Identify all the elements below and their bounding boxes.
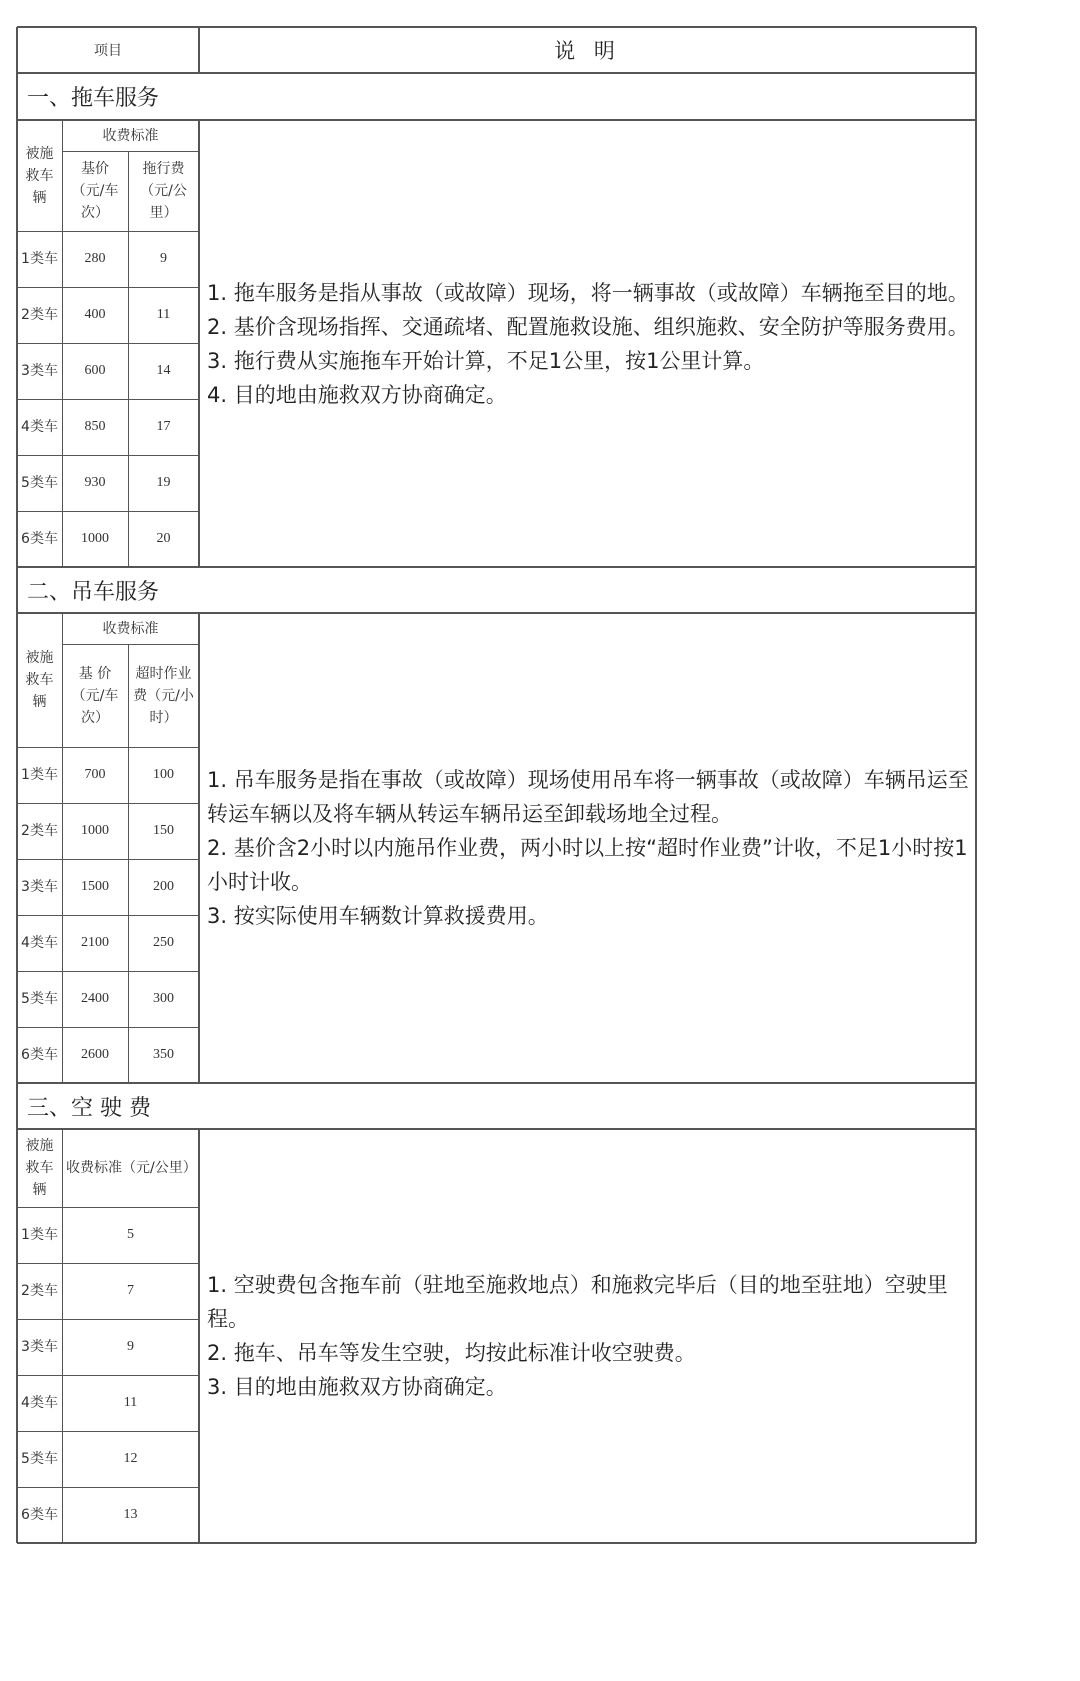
base-price-cell: 850 [84, 419, 106, 434]
vehicle-class-cell: 5类车 [21, 1451, 58, 1467]
base-price-header: 基 价（元/车次） [71, 665, 119, 726]
extra-fee-cell: 17 [156, 419, 171, 434]
note-line: 2. 拖车、吊车等发生空驶，均按此标准计收空驶费。 [207, 1341, 696, 1365]
header-description-label: 说 明 [554, 39, 621, 63]
note-line: 1. 吊车服务是指在事故（或故障）现场使用吊车将一辆事故（或故障）车辆吊运至转运车辆以及将车辆从转运车辆吊运至卸载场地全过程。 [207, 768, 969, 826]
extra-fee-cell: 14 [156, 363, 171, 378]
section-notes [199, 120, 976, 567]
base-price-header: 基价（元/车次） [71, 161, 119, 221]
vehicle-class-header: 被施救车辆 [25, 145, 54, 206]
fee-standard-header: 收费标准 [102, 620, 159, 637]
empty-run-fee-cell: 5 [127, 1227, 134, 1242]
vehicle-class-cell: 1类车 [21, 1227, 58, 1243]
vehicle-class-header: 被施救车辆 [25, 650, 54, 710]
vehicle-class-cell: 2类车 [21, 1283, 58, 1299]
extra-fee-cell: 100 [153, 767, 174, 782]
vehicle-class-cell: 2类车 [21, 823, 58, 839]
note-line: 2. 基价含2小时以内施吊作业费，两小时以上按“超时作业费”计收，不足1小时按1小时计收。 [207, 836, 968, 894]
vehicle-class-header: 被施救车辆 [25, 1138, 54, 1198]
extra-fee-cell: 300 [153, 991, 174, 1006]
empty-run-fee-cell: 7 [127, 1283, 134, 1298]
section-title: 二、吊车服务 [27, 579, 160, 605]
vehicle-class-cell: 4类车 [21, 1395, 58, 1411]
table-rule [62, 151, 199, 152]
fee-standard-header: 收费标准 [102, 127, 159, 144]
table-rule [17, 1542, 976, 1544]
vehicle-class-cell: 4类车 [21, 419, 58, 435]
vehicle-class-cell: 2类车 [21, 307, 58, 323]
base-price-cell: 400 [84, 307, 106, 322]
base-price-cell: 700 [84, 767, 106, 782]
vehicle-class-cell: 3类车 [21, 879, 58, 895]
vehicle-class-cell: 4类车 [21, 935, 58, 951]
fee-standard-header: 收费标准（元/公里） [66, 1160, 197, 1176]
base-price-cell: 2100 [81, 935, 109, 950]
note-line: 1. 空驶费包含拖车前（驻地至施救地点）和施救完毕后（目的地至驻地）空驶里程。 [207, 1273, 948, 1331]
table-rule [62, 1129, 63, 1543]
extra-fee-cell: 150 [153, 823, 174, 838]
table-rule [62, 120, 63, 567]
table-rule [198, 27, 200, 73]
extra-fee-header: 拖行费（元/公里） [140, 161, 187, 221]
vehicle-class-cell: 1类车 [21, 251, 58, 267]
table-rule [62, 644, 199, 645]
base-price-cell: 280 [84, 251, 106, 266]
vehicle-class-cell: 6类车 [21, 531, 58, 547]
extra-fee-cell: 200 [153, 879, 174, 894]
vehicle-class-cell: 5类车 [21, 991, 58, 1007]
section-notes [199, 613, 976, 1083]
extra-fee-cell: 20 [156, 531, 171, 546]
section-title: 三、空 驶 费 [27, 1095, 151, 1121]
section-title: 一、拖车服务 [27, 86, 160, 111]
table-rule [17, 26, 976, 28]
note-line: 3. 按实际使用车辆数计算救援费用。 [207, 904, 549, 928]
empty-run-fee-cell: 13 [123, 1507, 138, 1522]
vehicle-class-cell: 6类车 [21, 1507, 58, 1523]
extra-fee-cell: 11 [156, 307, 171, 322]
base-price-cell: 2600 [81, 1047, 109, 1062]
vehicle-class-cell: 6类车 [21, 1047, 58, 1063]
empty-run-fee-cell: 11 [123, 1395, 138, 1410]
table-rule [62, 613, 63, 1083]
base-price-cell: 1500 [81, 879, 109, 894]
header-item-label: 项目 [94, 43, 122, 59]
empty-run-fee-cell: 9 [127, 1339, 134, 1354]
base-price-cell: 930 [84, 475, 106, 490]
note-line: 1. 拖车服务是指从事故（或故障）现场，将一辆事故（或故障）车辆拖至目的地。 [207, 280, 969, 305]
note-line: 3. 目的地由施救双方协商确定。 [207, 1375, 507, 1399]
extra-fee-cell: 9 [160, 251, 167, 266]
note-line: 3. 拖行费从实施拖车开始计算，不足1公里，按1公里计算。 [207, 348, 765, 373]
note-line: 4. 目的地由施救双方协商确定。 [207, 382, 507, 407]
extra-fee-header: 超时作业费（元/小时） [133, 665, 194, 726]
base-price-cell: 2400 [81, 991, 109, 1006]
base-price-cell: 1000 [81, 531, 109, 546]
base-price-cell: 600 [84, 363, 106, 378]
extra-fee-cell: 19 [156, 475, 171, 490]
vehicle-class-cell: 1类车 [21, 767, 58, 783]
vehicle-class-cell: 5类车 [21, 475, 58, 491]
vehicle-class-cell: 3类车 [21, 363, 58, 379]
base-price-cell: 1000 [81, 823, 109, 838]
extra-fee-cell: 250 [153, 935, 174, 950]
note-line: 2. 基价含现场指挥、交通疏堵、配置施救设施、组织施救、安全防护等服务费用。 [207, 314, 969, 339]
vehicle-class-cell: 3类车 [21, 1339, 58, 1355]
empty-run-fee-cell: 12 [123, 1451, 138, 1466]
extra-fee-cell: 350 [153, 1047, 174, 1062]
section-notes [199, 1129, 976, 1543]
